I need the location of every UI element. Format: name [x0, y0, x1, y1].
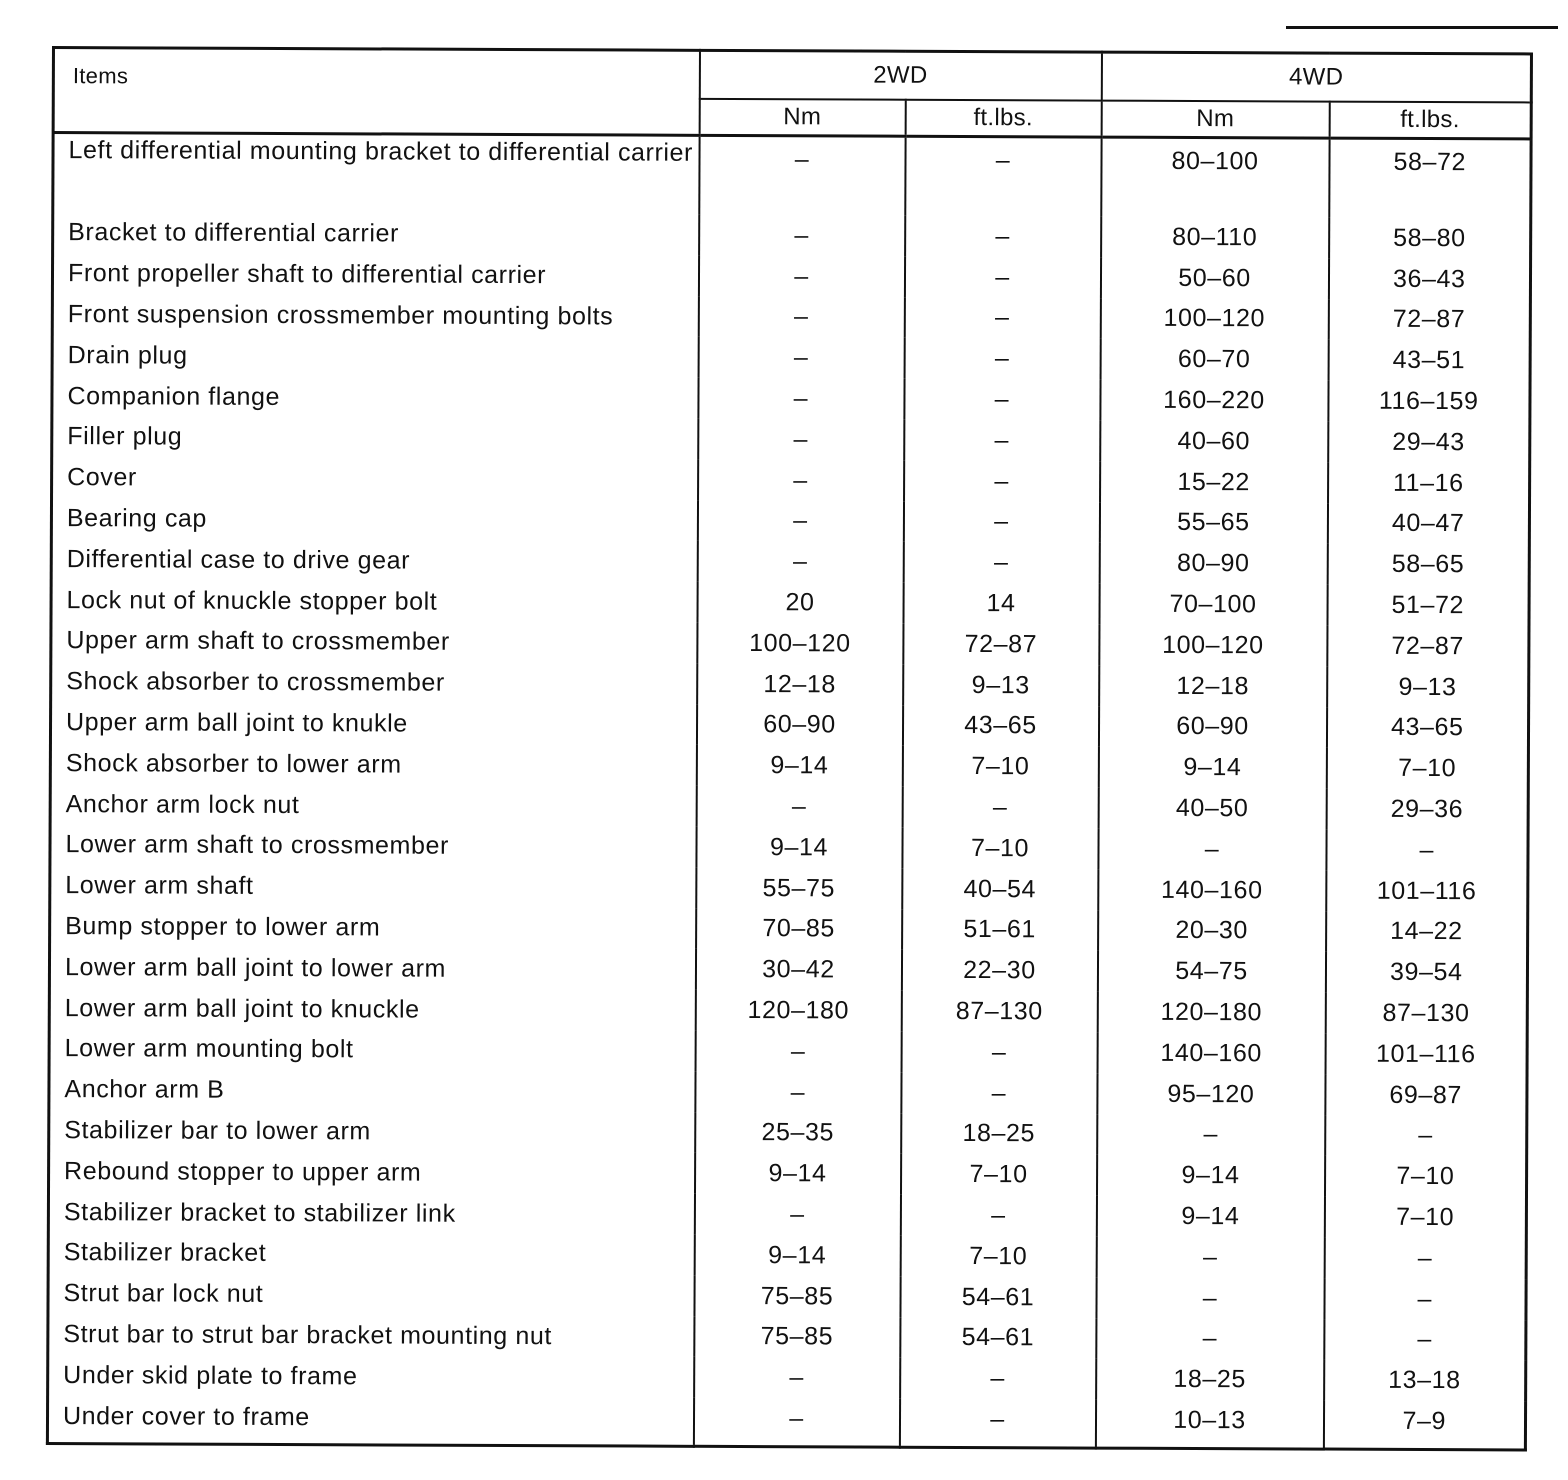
item-cell: Upper arm ball joint to knukle	[50, 702, 696, 746]
table-row	[49, 1028, 1527, 1075]
table-row	[52, 375, 1530, 422]
value-4wd-nm: 40–50	[1098, 788, 1326, 830]
value-4wd-ftlbs: 11–16	[1328, 462, 1530, 504]
value-2wd-ftlbs: –	[905, 136, 1101, 216]
value-2wd-nm: –	[693, 1398, 899, 1447]
value-2wd-nm: –	[699, 215, 905, 257]
table-row	[52, 294, 1530, 341]
item-cell: Under cover to frame	[47, 1395, 693, 1446]
table-row	[50, 865, 1528, 912]
value-4wd-nm: 140–160	[1097, 1033, 1325, 1075]
value-2wd-ftlbs: –	[904, 461, 1100, 503]
value-2wd-nm: 20	[697, 582, 903, 624]
value-2wd-ftlbs: 54–61	[900, 1276, 1096, 1318]
value-4wd-nm: 15–22	[1100, 461, 1328, 503]
item-cell: Lower arm shaft to crossmember	[50, 824, 696, 868]
table-row	[48, 1232, 1526, 1279]
value-2wd-ftlbs: 14	[903, 583, 1099, 625]
value-2wd-ftlbs: 18–25	[901, 1113, 1097, 1155]
value-4wd-nm: 100–120	[1100, 298, 1328, 340]
value-2wd-nm: 55–75	[696, 868, 902, 910]
value-2wd-nm: –	[698, 419, 904, 461]
item-cell: Differential case to drive gear	[51, 538, 697, 582]
header-4wd: 4WD	[1101, 52, 1531, 102]
header-2wd-ftlbs: ft.lbs.	[905, 100, 1101, 137]
value-2wd-nm: 75–85	[694, 1276, 900, 1318]
value-4wd-nm: 80–100	[1101, 137, 1329, 217]
value-4wd-nm: –	[1096, 1277, 1324, 1319]
value-2wd-ftlbs: 7–10	[900, 1236, 1096, 1278]
item-cell: Lower arm mounting bolt	[49, 1028, 695, 1072]
header-2wd: 2WD	[699, 50, 1101, 100]
value-2wd-nm: 60–90	[696, 704, 902, 746]
value-4wd-ftlbs: 72–87	[1327, 626, 1529, 668]
header-items: Items	[53, 48, 699, 136]
value-4wd-nm: 140–160	[1098, 869, 1326, 911]
value-2wd-nm: –	[697, 500, 903, 542]
value-2wd-ftlbs: –	[903, 501, 1099, 543]
value-4wd-ftlbs: 43–51	[1328, 340, 1530, 382]
value-4wd-nm: 9–14	[1096, 1196, 1324, 1238]
value-4wd-ftlbs: –	[1324, 1278, 1526, 1320]
value-2wd-nm: 9–14	[694, 1153, 900, 1195]
value-4wd-ftlbs: 7–9	[1323, 1401, 1525, 1450]
table-row	[50, 702, 1528, 749]
value-4wd-nm: 60–90	[1098, 706, 1326, 748]
value-2wd-nm: –	[695, 1031, 901, 1073]
table-row	[50, 783, 1528, 830]
value-4wd-nm: –	[1098, 829, 1326, 871]
value-2wd-nm: –	[696, 786, 902, 828]
item-cell: Companion flange	[52, 375, 698, 419]
item-cell: Shock absorber to lower arm	[50, 742, 696, 786]
value-4wd-nm: 9–14	[1097, 1155, 1325, 1197]
value-4wd-ftlbs: 29–36	[1326, 789, 1528, 831]
value-4wd-nm: 120–180	[1097, 992, 1325, 1034]
value-2wd-ftlbs: –	[904, 379, 1100, 421]
value-2wd-nm: 9–14	[694, 1235, 900, 1277]
value-4wd-ftlbs: 58–80	[1329, 218, 1531, 260]
table-row	[47, 1395, 1525, 1450]
item-cell: Anchor arm B	[49, 1069, 695, 1113]
value-4wd-ftlbs: 101–116	[1325, 1034, 1527, 1076]
value-4wd-ftlbs: 13–18	[1324, 1360, 1526, 1402]
table-row	[49, 1150, 1527, 1197]
value-2wd-ftlbs: –	[900, 1358, 1096, 1400]
table-row	[51, 620, 1529, 667]
value-4wd-nm: 9–14	[1098, 747, 1326, 789]
value-4wd-nm: –	[1096, 1318, 1324, 1360]
item-cell: Lock nut of knuckle stopper bolt	[51, 579, 697, 623]
value-2wd-ftlbs: 72–87	[903, 624, 1099, 666]
header-4wd-nm: Nm	[1101, 101, 1329, 138]
value-2wd-ftlbs: –	[901, 1032, 1097, 1074]
value-4wd-ftlbs: –	[1326, 830, 1528, 872]
value-2wd-ftlbs: 51–61	[902, 909, 1098, 951]
value-2wd-ftlbs: –	[904, 338, 1100, 380]
value-4wd-nm: 60–70	[1100, 339, 1328, 381]
value-2wd-nm: 12–18	[697, 664, 903, 706]
value-2wd-ftlbs: –	[904, 257, 1100, 299]
header-4wd-ftlbs: ft.lbs.	[1329, 102, 1531, 139]
table-row	[52, 416, 1530, 463]
value-4wd-nm: 10–13	[1095, 1400, 1323, 1449]
torque-spec-table	[46, 46, 1533, 1451]
value-4wd-ftlbs: 7–10	[1326, 748, 1528, 790]
value-2wd-nm: –	[698, 296, 904, 338]
item-cell: Stabilizer bracket to stabilizer link	[48, 1191, 694, 1235]
top-rule	[1286, 26, 1558, 29]
value-4wd-ftlbs: 29–43	[1328, 422, 1530, 464]
value-2wd-nm: –	[698, 256, 904, 298]
value-2wd-nm: 9–14	[696, 827, 902, 869]
value-4wd-ftlbs: 116–159	[1328, 381, 1530, 423]
value-4wd-nm: 12–18	[1099, 665, 1327, 707]
value-4wd-nm: 18–25	[1096, 1359, 1324, 1401]
value-2wd-ftlbs: –	[902, 787, 1098, 829]
value-2wd-nm: –	[694, 1357, 900, 1399]
value-2wd-ftlbs: 22–30	[901, 950, 1097, 992]
table-body	[47, 133, 1531, 1450]
table-row	[51, 538, 1529, 585]
value-4wd-ftlbs: 51–72	[1327, 585, 1529, 627]
value-4wd-ftlbs: 9–13	[1327, 666, 1529, 708]
item-cell: Under skid plate to frame	[48, 1354, 694, 1398]
item-cell: Front propeller shaft to differential carrier	[52, 253, 698, 297]
value-2wd-ftlbs: 9–13	[903, 664, 1099, 706]
value-4wd-nm: 40–60	[1100, 421, 1328, 463]
item-cell: Strut bar lock nut	[48, 1273, 694, 1317]
value-4wd-ftlbs: –	[1324, 1319, 1526, 1361]
table-row	[50, 906, 1528, 953]
item-cell: Anchor arm lock nut	[50, 783, 696, 827]
value-4wd-nm: 80–90	[1099, 543, 1327, 585]
value-4wd-ftlbs: 43–65	[1326, 707, 1528, 749]
value-4wd-ftlbs: 40–47	[1327, 503, 1529, 545]
item-cell: Upper arm shaft to crossmember	[51, 620, 697, 664]
value-4wd-nm: 55–65	[1099, 502, 1327, 544]
value-2wd-nm: 9–14	[696, 745, 902, 787]
value-4wd-ftlbs: 7–10	[1325, 1156, 1527, 1198]
item-cell: Filler plug	[52, 416, 698, 460]
item-cell: Lower arm shaft	[50, 865, 696, 909]
value-2wd-ftlbs: 87–130	[901, 991, 1097, 1033]
item-cell: Bearing cap	[51, 498, 697, 542]
value-4wd-nm: 20–30	[1098, 910, 1326, 952]
item-cell: Front suspension crossmember mounting bolts	[52, 294, 698, 338]
value-2wd-ftlbs: –	[903, 542, 1099, 584]
table-row	[49, 1110, 1527, 1157]
value-2wd-ftlbs: 7–10	[902, 828, 1098, 870]
value-4wd-nm: 95–120	[1097, 1073, 1325, 1115]
value-4wd-ftlbs: –	[1325, 1115, 1527, 1157]
item-cell: Stabilizer bar to lower arm	[49, 1110, 695, 1154]
table-row	[51, 498, 1529, 545]
value-4wd-ftlbs: 39–54	[1325, 952, 1527, 994]
value-2wd-nm: –	[698, 378, 904, 420]
table-row	[51, 661, 1529, 708]
value-2wd-nm: –	[695, 1072, 901, 1114]
value-2wd-nm: 30–42	[695, 949, 901, 991]
value-2wd-nm: 75–85	[694, 1316, 900, 1358]
value-2wd-ftlbs: 7–10	[902, 746, 1098, 788]
table-row	[52, 334, 1530, 381]
value-4wd-nm: 70–100	[1099, 584, 1327, 626]
value-4wd-ftlbs: 58–65	[1327, 544, 1529, 586]
table-header	[53, 48, 1531, 139]
value-2wd-ftlbs: 54–61	[900, 1317, 1096, 1359]
value-2wd-ftlbs: –	[904, 420, 1100, 462]
value-2wd-nm: 100–120	[697, 623, 903, 665]
value-4wd-ftlbs: 87–130	[1325, 993, 1527, 1035]
value-2wd-ftlbs: 43–65	[902, 705, 1098, 747]
value-4wd-nm: 50–60	[1100, 257, 1328, 299]
item-cell: Cover	[52, 457, 698, 501]
value-4wd-ftlbs: 7–10	[1324, 1197, 1526, 1239]
value-4wd-nm: 80–110	[1101, 217, 1329, 259]
item-cell: Strut bar to strut bar bracket mounting nut	[48, 1314, 694, 1358]
value-4wd-nm: –	[1097, 1114, 1325, 1156]
item-cell: Bracket to differential carrier	[53, 212, 699, 256]
value-2wd-ftlbs: –	[900, 1195, 1096, 1237]
value-4wd-nm: –	[1096, 1236, 1324, 1278]
table-row	[50, 742, 1528, 789]
value-4wd-ftlbs: 101–116	[1326, 870, 1528, 912]
value-4wd-nm: 160–220	[1100, 380, 1328, 422]
item-cell: Drain plug	[52, 334, 698, 378]
item-cell: Stabilizer bracket	[48, 1232, 694, 1276]
item-cell: Lower arm ball joint to knuckle	[49, 987, 695, 1031]
value-4wd-nm: 100–120	[1099, 625, 1327, 667]
value-2wd-ftlbs: –	[899, 1399, 1095, 1448]
value-4wd-ftlbs: 72–87	[1328, 299, 1530, 341]
value-2wd-ftlbs: 7–10	[900, 1154, 1096, 1196]
value-2wd-ftlbs: –	[905, 216, 1101, 258]
item-cell: Rebound stopper to upper arm	[49, 1150, 695, 1194]
item-cell: Lower arm ball joint to lower arm	[49, 946, 695, 990]
value-4wd-ftlbs: 69–87	[1325, 1074, 1527, 1116]
table-row	[52, 457, 1530, 504]
value-2wd-nm: –	[699, 135, 905, 215]
value-2wd-ftlbs: –	[901, 1072, 1097, 1114]
table-row	[48, 1314, 1526, 1361]
table-row	[48, 1191, 1526, 1238]
value-2wd-nm: –	[697, 541, 903, 583]
item-cell: Shock absorber to crossmember	[51, 661, 697, 705]
value-2wd-ftlbs: 40–54	[902, 868, 1098, 910]
value-2wd-nm: 25–35	[695, 1112, 901, 1154]
value-2wd-ftlbs: –	[904, 297, 1100, 339]
table-row	[51, 579, 1529, 626]
value-2wd-nm: –	[698, 460, 904, 502]
value-2wd-nm: 120–180	[695, 990, 901, 1032]
table-row	[48, 1273, 1526, 1320]
item-cell: Left differential mounting bracket to differential carrier	[53, 133, 699, 215]
header-2wd-nm: Nm	[699, 99, 905, 136]
value-2wd-nm: –	[694, 1194, 900, 1236]
header-row-groups	[53, 48, 1531, 103]
table-row	[48, 1354, 1526, 1401]
value-4wd-ftlbs: 58–72	[1329, 138, 1531, 218]
table-row	[49, 946, 1527, 993]
value-4wd-ftlbs: 14–22	[1326, 911, 1528, 953]
value-4wd-nm: 54–75	[1097, 951, 1325, 993]
table-row	[49, 987, 1527, 1034]
value-4wd-ftlbs: 36–43	[1328, 258, 1530, 300]
value-2wd-nm: 70–85	[696, 908, 902, 950]
table-row	[52, 253, 1530, 300]
item-cell: Bump stopper to lower arm	[50, 906, 696, 950]
table-row	[50, 824, 1528, 871]
table-row	[49, 1069, 1527, 1116]
table-row	[53, 212, 1531, 259]
value-2wd-nm: –	[698, 337, 904, 379]
value-4wd-ftlbs: –	[1324, 1237, 1526, 1279]
table-row	[53, 133, 1531, 219]
